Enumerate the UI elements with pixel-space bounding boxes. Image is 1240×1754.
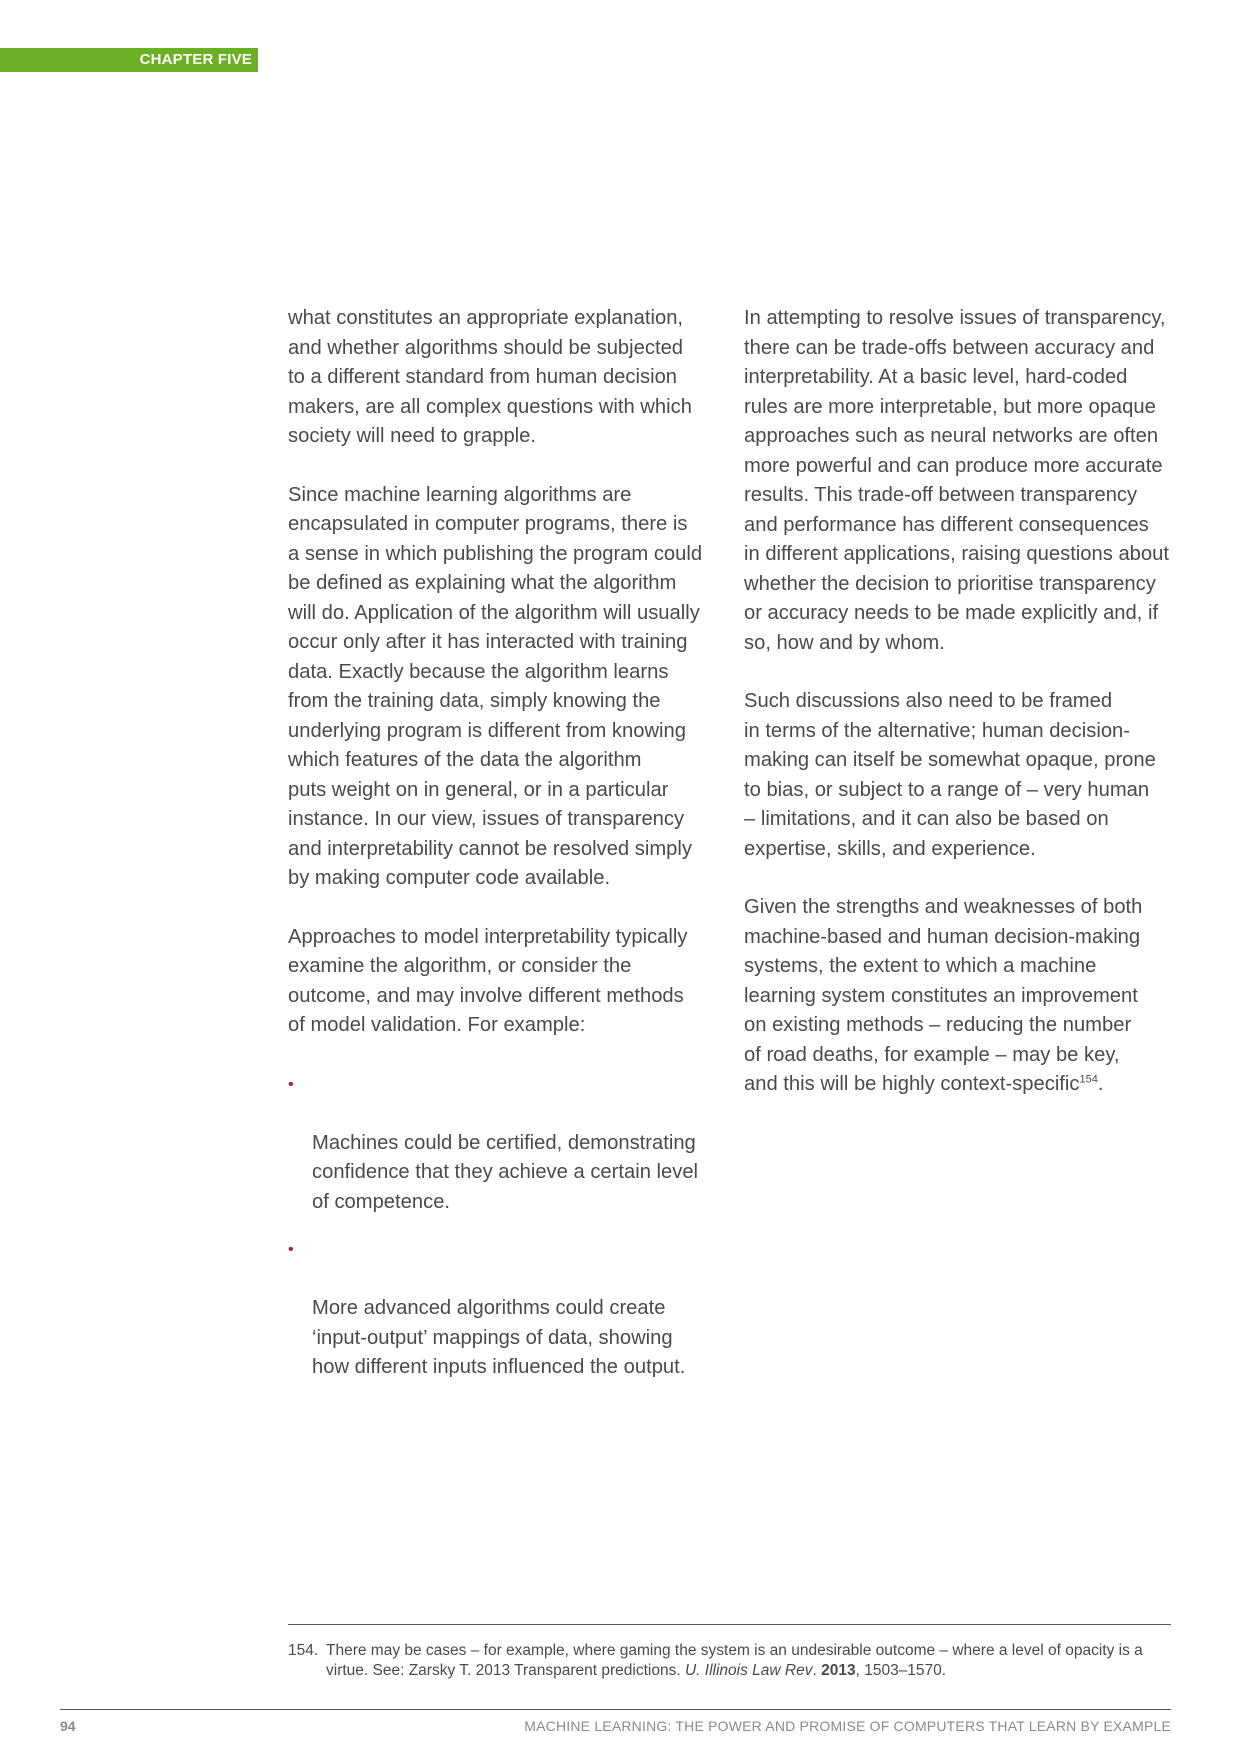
paragraph (744, 893, 1174, 1100)
paragraph-end: . (1097, 1073, 1104, 1095)
bullet-item (288, 1235, 718, 1383)
bullet-text: Machines could be certified, demonstrating confidence that they achieve a certain level of competence. (312, 1131, 699, 1213)
bullet-item (288, 1070, 718, 1218)
footnote-ref[interactable]: 154 (1079, 1073, 1098, 1086)
footnote (288, 1641, 1171, 1681)
footnote-journal: U. Illinois Law Rev (684, 1662, 813, 1679)
bullet-text: More advanced algorithms could create ‘input-output’ mappings of data, showing how different inputs influenced the output. (312, 1297, 686, 1378)
footer-divider (60, 1709, 1171, 1710)
left-column (288, 304, 718, 1401)
footnote-divider (288, 1624, 1171, 1625)
running-title: MACHINE LEARNING: THE POWER AND PROMISE OF COMPUTERS THAT LEARN BY EXAMPLE (524, 1718, 1171, 1734)
paragraph-text: Given the strengths and weaknesses of both machine-based and human decision-making systems, the extent to which a machine learning system constitutes an improvement on existing methods – reducing the number of road deaths, for example – may be key, and this will be highly context-specific (744, 896, 1143, 1095)
paragraph: Approaches to model interpretability typically examine the algorithm, or consider the outcome, and may involve different methods of model validation. For example: (288, 925, 688, 1036)
footnote-journal-end: . (812, 1662, 822, 1679)
right-column (744, 304, 1174, 1129)
paragraph: Since machine learning algorithms are encapsulated in computer programs, there is a sense in which publishing the program could be defined as explaining what the algorithm will do. Application of the algorithm will usually occur only after it has interacted with training data. Exactly because the algorithm learns from the training data, simply knowing the underlying program is different from knowing which features of the data the algorithm puts weight on in general, or in a particular instance. In our view, issues of transparency and interpretability cannot be resolved simply by making computer code available. (288, 483, 703, 889)
bullet-dot-icon: • (288, 1241, 294, 1258)
chapter-label: CHAPTER FIVE (0, 48, 258, 72)
footnote-text (326, 1641, 1171, 1681)
footnote-year: 2013 (821, 1662, 856, 1679)
footnote-pages: , 1503–1570. (855, 1662, 947, 1679)
paragraph: Such discussions also need to be framed in terms of the alternative; human decision- making can itself be somewhat opaque, prone to bias, or subject to a range of – very human – limitations, and it can also be based on expertise, skills, and experience. (744, 690, 1156, 860)
bullet-list (288, 1070, 718, 1383)
footnote-body: There may be cases – for example, where gaming the system is an undesirable outcome – where a level of opacity is a virtue. See: Zarsky T. 2013 Transparent predictions. (326, 1642, 1143, 1679)
bullet-dot-icon: • (288, 1075, 294, 1093)
page-number: 94 (60, 1718, 76, 1734)
footnote-number: 154. (288, 1642, 319, 1659)
paragraph: In attempting to resolve issues of transparency, there can be trade-offs between accuracy and interpretability. At a basic level, hard-coded rules are more interpretable, but more opaque approaches such as neural networks are often more powerful and can produce more accurate results. This trade-off between transparency and performance has different consequences in different applications, raising questions about whether the decision to prioritise transparency or accuracy needs to be made explicitly and, if so, how and by whom. (744, 307, 1169, 654)
paragraph: what constitutes an appropriate explanation, and whether algorithms should be subjected to a different standard from human decision makers, are all complex questions with which society will need to grapple. (288, 307, 692, 447)
